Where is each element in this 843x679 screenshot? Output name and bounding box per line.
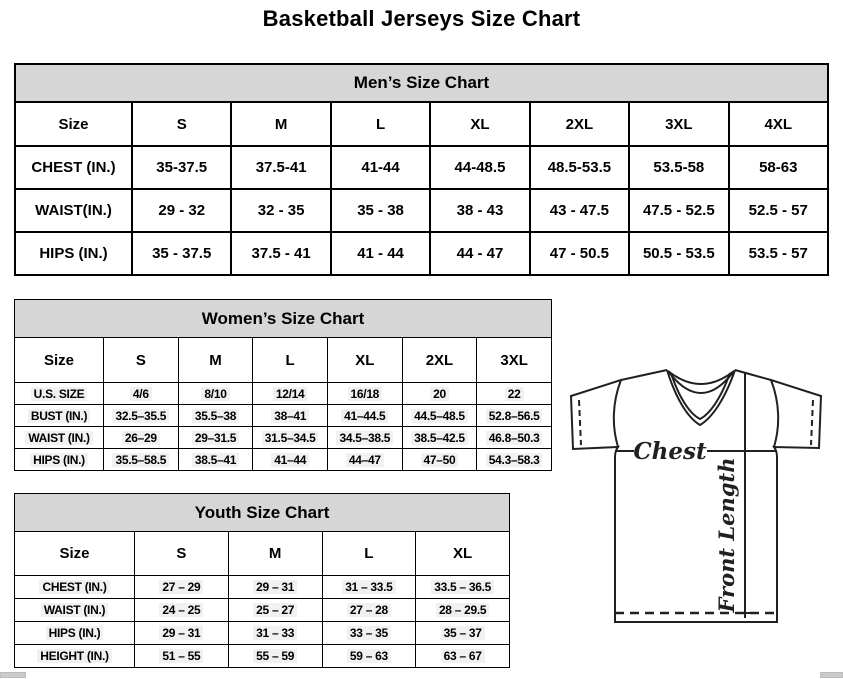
row-label: CHEST (IN.) [15,146,132,189]
row-label: BUST (IN.) [15,405,104,427]
size-cell: 27 – 28 [322,599,416,622]
size-cell: 38.5–42.5 [402,427,477,449]
size-cell: 46.8–50.3 [477,427,552,449]
size-cell: 51 – 55 [135,645,229,668]
column-header: M [178,338,253,383]
right-sleeve-seam [771,380,778,447]
column-header: S [104,338,179,383]
column-header: 3XL [477,338,552,383]
size-cell: 31 – 33 [228,622,322,645]
table-row [15,427,552,449]
size-cell: 54.3–58.3 [477,449,552,471]
size-cell: 29 – 31 [135,622,229,645]
column-header: S [135,532,229,576]
size-cell: 37.5-41 [231,146,330,189]
column-header: S [132,102,231,146]
column-header: 2XL [530,102,629,146]
row-label: HIPS (IN.) [15,232,132,275]
page-title: Basketball Jerseys Size Chart [262,6,581,31]
size-cell: 38 - 43 [430,189,529,232]
size-cell: 35.5–38 [178,405,253,427]
table-row [15,189,828,232]
size-cell: 33.5 – 36.5 [416,576,510,599]
size-cell: 34.5–38.5 [327,427,402,449]
column-header: Size [15,338,104,383]
size-cell: 50.5 - 53.5 [629,232,728,275]
column-header: 4XL [729,102,828,146]
size-cell: 38–41 [253,405,328,427]
size-cell: 44 - 47 [430,232,529,275]
front-length-label: Front Length [714,457,739,613]
size-cell: 55 – 59 [228,645,322,668]
table-row [15,449,552,471]
size-cell: 29 - 32 [132,189,231,232]
size-cell: 47–50 [402,449,477,471]
left-cuff-stitch [579,400,581,445]
size-cell: 37.5 - 41 [231,232,330,275]
size-cell: 43 - 47.5 [530,189,629,232]
column-header: L [331,102,430,146]
row-label: WAIST (IN.) [15,427,104,449]
size-cell: 4/6 [104,383,179,405]
size-cell: 33 – 35 [322,622,416,645]
size-cell: 22 [477,383,552,405]
women-table-title: Women’s Size Chart [15,300,552,338]
table-row [15,622,510,645]
size-cell: 35-37.5 [132,146,231,189]
size-cell: 16/18 [327,383,402,405]
table-row [15,599,510,622]
size-cell: 27 – 29 [135,576,229,599]
size-cell: 58-63 [729,146,828,189]
column-header: 3XL [629,102,728,146]
size-cell: 38.5–41 [178,449,253,471]
size-cell: 44–47 [327,449,402,471]
size-cell: 35 – 37 [416,622,510,645]
size-cell: 41–44 [253,449,328,471]
table-row [15,383,552,405]
row-label: CHEST (IN.) [15,576,135,599]
size-cell: 41 - 44 [331,232,430,275]
size-cell: 28 – 29.5 [416,599,510,622]
jersey-measurement-diagram [558,363,842,633]
left-sleeve-seam [614,380,621,447]
column-header: 2XL [402,338,477,383]
column-header: XL [327,338,402,383]
size-cell: 29 – 31 [228,576,322,599]
row-label: HIPS (IN.) [15,449,104,471]
men-table-title: Men’s Size Chart [15,64,828,102]
column-header: Size [15,102,132,146]
mens-size-table [14,63,829,276]
column-header: M [231,102,330,146]
size-cell: 53.5-58 [629,146,728,189]
size-cell: 20 [402,383,477,405]
size-cell: 31 – 33.5 [322,576,416,599]
womens-size-table [14,299,552,471]
size-cell: 41–44.5 [327,405,402,427]
column-header: XL [416,532,510,576]
size-cell: 53.5 - 57 [729,232,828,275]
chest-label: Chest [633,438,707,465]
jersey-outline [571,370,821,622]
size-cell: 12/14 [253,383,328,405]
size-cell: 32 - 35 [231,189,330,232]
size-cell: 25 – 27 [228,599,322,622]
size-cell: 44-48.5 [430,146,529,189]
size-cell: 48.5-53.5 [530,146,629,189]
size-cell: 29–31.5 [178,427,253,449]
right-cuff-stitch [811,400,813,445]
size-cell: 35.5–58.5 [104,449,179,471]
youth-size-table [14,493,510,668]
scrollbar-fragment-right[interactable] [820,672,843,678]
column-header: Size [15,532,135,576]
row-label: WAIST (IN.) [15,599,135,622]
size-cell: 41-44 [331,146,430,189]
size-cell: 35 - 37.5 [132,232,231,275]
size-cell: 52.5 - 57 [729,189,828,232]
size-cell: 52.8–56.5 [477,405,552,427]
table-row [15,146,828,189]
size-cell: 63 – 67 [416,645,510,668]
size-cell: 47 - 50.5 [530,232,629,275]
row-label: HEIGHT (IN.) [15,645,135,668]
size-cell: 35 - 38 [331,189,430,232]
size-cell: 26–29 [104,427,179,449]
row-label: WAIST(IN.) [15,189,132,232]
size-cell: 32.5–35.5 [104,405,179,427]
table-row [15,645,510,668]
table-row [15,232,828,275]
size-cell: 24 – 25 [135,599,229,622]
size-cell: 8/10 [178,383,253,405]
table-row [15,405,552,427]
size-cell: 59 – 63 [322,645,416,668]
row-label: U.S. SIZE [15,383,104,405]
size-cell: 44.5–48.5 [402,405,477,427]
column-header: L [322,532,416,576]
column-header: M [228,532,322,576]
size-cell: 47.5 - 52.5 [629,189,728,232]
column-header: XL [430,102,529,146]
scrollbar-fragment-left[interactable] [0,672,26,678]
row-label: HIPS (IN.) [15,622,135,645]
youth-table-title: Youth Size Chart [15,494,510,532]
size-cell: 31.5–34.5 [253,427,328,449]
table-row [15,576,510,599]
column-header: L [253,338,328,383]
